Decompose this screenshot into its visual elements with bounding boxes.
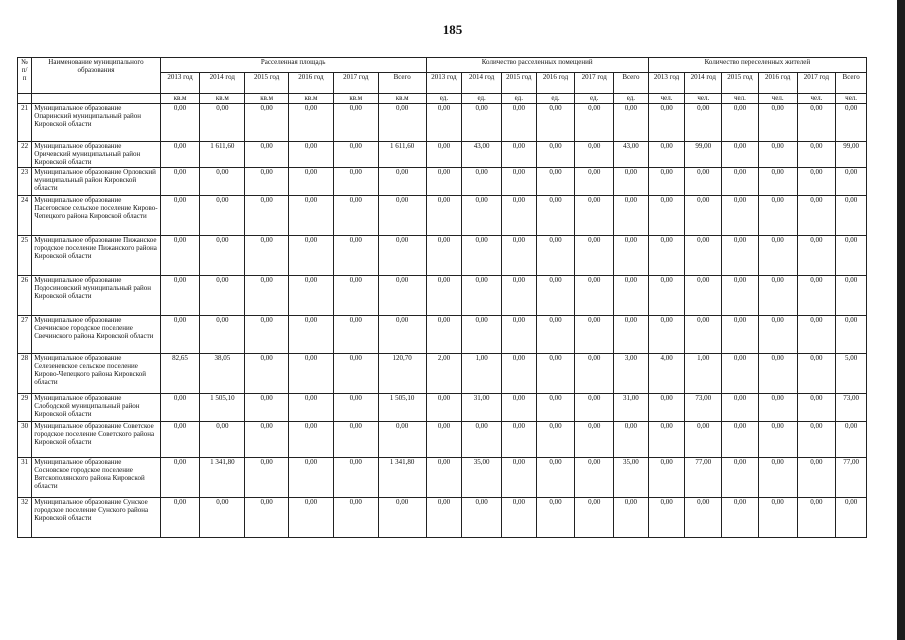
people-value: 0,00 — [685, 316, 722, 354]
people-value: 0,00 — [648, 236, 685, 276]
header-unit: чел. — [685, 94, 722, 104]
area-value: 0,00 — [245, 422, 289, 458]
area-value: 0,00 — [333, 142, 378, 168]
area-value: 82,65 — [160, 354, 200, 394]
area-value: 0,00 — [245, 316, 289, 354]
units-value: 0,00 — [462, 422, 502, 458]
area-value: 0,00 — [245, 498, 289, 538]
header-year: 2017 год — [797, 73, 836, 94]
area-value: 0,00 — [160, 498, 200, 538]
people-value: 0,00 — [648, 394, 685, 422]
area-value: 1 611,60 — [200, 142, 245, 168]
units-value: 0,00 — [614, 236, 649, 276]
people-value: 0,00 — [797, 458, 836, 498]
municipality-name: Муниципальное образование Сосновское городское поселение Вятскополянского района Кировской области — [32, 458, 160, 498]
people-value: 0,00 — [836, 196, 867, 236]
header-unit: ед. — [462, 94, 502, 104]
area-value: 0,00 — [245, 236, 289, 276]
people-value: 0,00 — [797, 498, 836, 538]
row-number: 29 — [18, 394, 32, 422]
area-value: 0,00 — [245, 394, 289, 422]
header-year: 2014 год — [200, 73, 245, 94]
area-value: 0,00 — [160, 104, 200, 142]
area-value: 0,00 — [200, 498, 245, 538]
units-value: 0,00 — [502, 168, 537, 196]
area-value: 0,00 — [245, 104, 289, 142]
units-value: 0,00 — [462, 196, 502, 236]
header-unit: ед. — [502, 94, 537, 104]
header-year: 2013 год — [426, 73, 462, 94]
area-value: 0,00 — [378, 498, 426, 538]
units-value: 0,00 — [502, 236, 537, 276]
header-unit: кв.м — [160, 94, 200, 104]
people-value: 0,00 — [648, 498, 685, 538]
units-value: 0,00 — [575, 142, 614, 168]
municipality-name: Муниципальное образование Сунское городское поселение Сунского района Кировской области — [32, 498, 160, 538]
row-number: 30 — [18, 422, 32, 458]
area-value: 0,00 — [160, 316, 200, 354]
people-value: 0,00 — [758, 458, 797, 498]
area-value: 0,00 — [245, 354, 289, 394]
people-value: 73,00 — [685, 394, 722, 422]
units-value: 0,00 — [502, 196, 537, 236]
people-value: 0,00 — [797, 394, 836, 422]
units-value: 0,00 — [426, 316, 462, 354]
header-unit: ед. — [575, 94, 614, 104]
area-value: 0,00 — [333, 422, 378, 458]
units-value: 0,00 — [502, 394, 537, 422]
area-value: 1 505,10 — [200, 394, 245, 422]
area-value: 0,00 — [289, 142, 334, 168]
header-num: № п/п — [18, 58, 32, 94]
area-value: 0,00 — [200, 422, 245, 458]
units-value: 0,00 — [426, 498, 462, 538]
people-value: 0,00 — [836, 104, 867, 142]
header-name: Наименование муниципального образования — [32, 58, 160, 94]
header-group-people: Количество переселенных жителей — [648, 58, 866, 73]
area-value: 0,00 — [160, 168, 200, 196]
area-value: 0,00 — [289, 394, 334, 422]
header-year: Всего — [378, 73, 426, 94]
people-value: 0,00 — [648, 422, 685, 458]
area-value: 1 611,60 — [378, 142, 426, 168]
units-value: 0,00 — [536, 276, 575, 316]
area-value: 0,00 — [333, 394, 378, 422]
header-unit: кв.м — [245, 94, 289, 104]
people-value: 0,00 — [648, 104, 685, 142]
units-value: 0,00 — [426, 422, 462, 458]
header-unit: чел. — [722, 94, 759, 104]
units-value: 0,00 — [426, 142, 462, 168]
units-value: 0,00 — [614, 316, 649, 354]
people-value: 0,00 — [648, 196, 685, 236]
header-unit: чел. — [797, 94, 836, 104]
people-value: 0,00 — [685, 236, 722, 276]
area-value: 0,00 — [160, 142, 200, 168]
header-unit: ед. — [426, 94, 462, 104]
people-value: 0,00 — [797, 196, 836, 236]
units-value: 0,00 — [462, 168, 502, 196]
people-value: 0,00 — [797, 142, 836, 168]
area-value: 0,00 — [333, 354, 378, 394]
area-value: 0,00 — [160, 236, 200, 276]
people-value: 0,00 — [648, 458, 685, 498]
area-value: 0,00 — [245, 276, 289, 316]
units-value: 0,00 — [462, 498, 502, 538]
units-value: 0,00 — [575, 276, 614, 316]
municipality-name: Муниципальное образование Пасеговское сельское поселение Кирово-Чепецкого района Кировской области — [32, 196, 160, 236]
municipality-name: Муниципальное образование Селезеневское сельское поселение Кирово-Чепецкого района Кировской области — [32, 354, 160, 394]
table-row — [18, 276, 867, 316]
header-unit: кв.м — [378, 94, 426, 104]
header-unit-blank — [18, 94, 32, 104]
people-value: 0,00 — [722, 104, 759, 142]
people-value: 0,00 — [648, 316, 685, 354]
header-group-units: Количество расселенных помещений — [426, 58, 648, 73]
people-value: 0,00 — [758, 142, 797, 168]
area-value: 0,00 — [289, 276, 334, 316]
units-value: 0,00 — [502, 104, 537, 142]
units-value: 0,00 — [536, 142, 575, 168]
units-value: 0,00 — [462, 316, 502, 354]
area-value: 0,00 — [289, 316, 334, 354]
units-value: 0,00 — [575, 422, 614, 458]
header-year: 2016 год — [758, 73, 797, 94]
units-value: 0,00 — [426, 236, 462, 276]
area-value: 0,00 — [333, 276, 378, 316]
people-value: 0,00 — [722, 498, 759, 538]
units-value: 0,00 — [614, 104, 649, 142]
people-value: 0,00 — [797, 236, 836, 276]
header-year: 2015 год — [722, 73, 759, 94]
header-year: 2017 год — [333, 73, 378, 94]
units-value: 0,00 — [614, 498, 649, 538]
table-row — [18, 498, 867, 538]
area-value: 0,00 — [378, 316, 426, 354]
people-value: 99,00 — [685, 142, 722, 168]
row-number: 25 — [18, 236, 32, 276]
area-value: 0,00 — [200, 236, 245, 276]
area-value: 0,00 — [378, 276, 426, 316]
units-value: 0,00 — [502, 422, 537, 458]
people-value: 0,00 — [685, 276, 722, 316]
people-value: 0,00 — [722, 394, 759, 422]
units-value: 0,00 — [502, 276, 537, 316]
units-value: 43,00 — [462, 142, 502, 168]
people-value: 0,00 — [758, 354, 797, 394]
units-value: 0,00 — [426, 394, 462, 422]
header-unit-blank — [32, 94, 160, 104]
header-year: 2013 год — [648, 73, 685, 94]
people-value: 0,00 — [797, 168, 836, 196]
units-value: 35,00 — [462, 458, 502, 498]
people-value: 0,00 — [722, 276, 759, 316]
header-year: 2014 год — [462, 73, 502, 94]
people-value: 0,00 — [648, 142, 685, 168]
units-value: 3,00 — [614, 354, 649, 394]
area-value: 0,00 — [378, 236, 426, 276]
area-value: 0,00 — [200, 276, 245, 316]
header-year: 2016 год — [536, 73, 575, 94]
people-value: 0,00 — [648, 168, 685, 196]
units-value: 0,00 — [426, 276, 462, 316]
row-number: 23 — [18, 168, 32, 196]
area-value: 0,00 — [200, 168, 245, 196]
area-value: 0,00 — [200, 316, 245, 354]
area-value: 0,00 — [160, 196, 200, 236]
people-value: 0,00 — [685, 168, 722, 196]
area-value: 0,00 — [333, 104, 378, 142]
header-year: 2015 год — [502, 73, 537, 94]
header-unit: чел. — [758, 94, 797, 104]
area-value: 0,00 — [289, 196, 334, 236]
units-value: 0,00 — [502, 458, 537, 498]
people-value: 0,00 — [685, 104, 722, 142]
table-row — [18, 142, 867, 168]
area-value: 0,00 — [333, 316, 378, 354]
header-unit: чел. — [648, 94, 685, 104]
people-value: 0,00 — [797, 422, 836, 458]
table-row — [18, 196, 867, 236]
area-value: 0,00 — [289, 104, 334, 142]
table-row — [18, 354, 867, 394]
area-value: 0,00 — [200, 104, 245, 142]
people-value: 0,00 — [836, 276, 867, 316]
municipality-name: Муниципальное образование Слободской муниципальный район Кировской области — [32, 394, 160, 422]
table-row — [18, 422, 867, 458]
people-value: 0,00 — [722, 142, 759, 168]
people-value: 0,00 — [758, 422, 797, 458]
people-value: 0,00 — [836, 498, 867, 538]
table-row — [18, 236, 867, 276]
units-value: 0,00 — [575, 104, 614, 142]
area-value: 0,00 — [245, 142, 289, 168]
people-value: 0,00 — [722, 354, 759, 394]
header-year: 2016 год — [289, 73, 334, 94]
table-row — [18, 104, 867, 142]
header-unit: ед. — [536, 94, 575, 104]
people-value: 0,00 — [685, 498, 722, 538]
area-value: 0,00 — [289, 422, 334, 458]
people-value: 0,00 — [648, 276, 685, 316]
units-value: 0,00 — [426, 458, 462, 498]
area-value: 0,00 — [289, 498, 334, 538]
area-value: 0,00 — [289, 236, 334, 276]
people-value: 5,00 — [836, 354, 867, 394]
units-value: 0,00 — [426, 104, 462, 142]
people-value: 0,00 — [685, 422, 722, 458]
units-value: 0,00 — [536, 236, 575, 276]
units-value: 0,00 — [462, 276, 502, 316]
units-value: 0,00 — [502, 142, 537, 168]
header-group-area: Расселенная площадь — [160, 58, 426, 73]
units-value: 0,00 — [575, 168, 614, 196]
row-number: 28 — [18, 354, 32, 394]
row-number: 22 — [18, 142, 32, 168]
area-value: 0,00 — [378, 168, 426, 196]
area-value: 0,00 — [378, 422, 426, 458]
units-value: 0,00 — [536, 196, 575, 236]
people-value: 0,00 — [797, 354, 836, 394]
area-value: 0,00 — [160, 422, 200, 458]
area-value: 0,00 — [289, 458, 334, 498]
people-value: 0,00 — [722, 196, 759, 236]
area-value: 120,70 — [378, 354, 426, 394]
people-value: 0,00 — [836, 422, 867, 458]
area-value: 1 341,80 — [378, 458, 426, 498]
page-number: 185 — [442, 22, 463, 37]
area-value: 1 341,80 — [200, 458, 245, 498]
row-number: 24 — [18, 196, 32, 236]
municipality-name: Муниципальное образование Пижанское городское поселение Пижанского района Кировской области — [32, 236, 160, 276]
table-row — [18, 316, 867, 354]
units-value: 0,00 — [462, 236, 502, 276]
people-value: 0,00 — [797, 276, 836, 316]
units-value: 0,00 — [614, 276, 649, 316]
units-value: 0,00 — [536, 316, 575, 354]
area-value: 0,00 — [160, 276, 200, 316]
municipality-name: Муниципальное образование Советское городское поселение Советского района Кировской области — [32, 422, 160, 458]
units-value: 0,00 — [502, 354, 537, 394]
area-value: 0,00 — [245, 196, 289, 236]
units-value: 0,00 — [536, 104, 575, 142]
area-value: 0,00 — [333, 236, 378, 276]
header-unit: кв.м — [289, 94, 334, 104]
people-value: 0,00 — [758, 394, 797, 422]
units-value: 0,00 — [502, 498, 537, 538]
people-value: 0,00 — [758, 196, 797, 236]
units-value: 0,00 — [614, 196, 649, 236]
municipality-name: Муниципальное образование Подосиновский муниципальный район Кировской области — [32, 276, 160, 316]
header-year: Всего — [614, 73, 649, 94]
area-value: 0,00 — [289, 354, 334, 394]
people-value: 0,00 — [758, 276, 797, 316]
people-value: 0,00 — [722, 422, 759, 458]
people-value: 0,00 — [758, 498, 797, 538]
units-value: 0,00 — [426, 196, 462, 236]
area-value: 0,00 — [160, 394, 200, 422]
area-value: 0,00 — [333, 196, 378, 236]
table-row — [18, 168, 867, 196]
row-number: 26 — [18, 276, 32, 316]
people-value: 0,00 — [722, 458, 759, 498]
units-value: 31,00 — [462, 394, 502, 422]
units-value: 0,00 — [536, 458, 575, 498]
people-value: 4,00 — [648, 354, 685, 394]
area-value: 0,00 — [289, 168, 334, 196]
people-value: 0,00 — [758, 316, 797, 354]
header-unit: кв.м — [333, 94, 378, 104]
row-number: 21 — [18, 104, 32, 142]
units-value: 0,00 — [614, 422, 649, 458]
people-value: 99,00 — [836, 142, 867, 168]
area-value: 0,00 — [245, 168, 289, 196]
table-row — [18, 458, 867, 498]
header-year: 2013 год — [160, 73, 200, 94]
units-value: 0,00 — [462, 104, 502, 142]
municipality-name: Муниципальное образование Свечинское городское поселение Свечинского района Кировской области — [32, 316, 160, 354]
people-value: 0,00 — [797, 316, 836, 354]
units-value: 0,00 — [536, 354, 575, 394]
units-value: 0,00 — [575, 196, 614, 236]
units-value: 31,00 — [614, 394, 649, 422]
people-value: 0,00 — [836, 168, 867, 196]
units-value: 35,00 — [614, 458, 649, 498]
units-value: 0,00 — [575, 236, 614, 276]
units-value: 43,00 — [614, 142, 649, 168]
area-value: 0,00 — [378, 196, 426, 236]
people-value: 0,00 — [836, 236, 867, 276]
area-value: 38,05 — [200, 354, 245, 394]
area-value: 0,00 — [333, 168, 378, 196]
people-value: 0,00 — [722, 236, 759, 276]
units-value: 0,00 — [536, 498, 575, 538]
resettlement-table — [17, 57, 867, 538]
row-number: 31 — [18, 458, 32, 498]
municipality-name: Муниципальное образование Оричевский муниципальный район Кировской области — [32, 142, 160, 168]
header-year: 2017 год — [575, 73, 614, 94]
people-value: 0,00 — [797, 104, 836, 142]
people-value: 0,00 — [758, 168, 797, 196]
units-value: 0,00 — [575, 394, 614, 422]
units-value: 0,00 — [536, 168, 575, 196]
people-value: 0,00 — [722, 168, 759, 196]
units-value: 0,00 — [575, 316, 614, 354]
people-value: 77,00 — [836, 458, 867, 498]
people-value: 0,00 — [722, 316, 759, 354]
table-row — [18, 394, 867, 422]
area-value: 0,00 — [200, 196, 245, 236]
header-unit: ед. — [614, 94, 649, 104]
units-value: 2,00 — [426, 354, 462, 394]
units-value: 1,00 — [462, 354, 502, 394]
area-value: 0,00 — [333, 458, 378, 498]
area-value: 0,00 — [160, 458, 200, 498]
people-value: 0,00 — [758, 104, 797, 142]
row-number: 32 — [18, 498, 32, 538]
units-value: 0,00 — [536, 422, 575, 458]
units-value: 0,00 — [426, 168, 462, 196]
units-value: 0,00 — [575, 354, 614, 394]
people-value: 1,00 — [685, 354, 722, 394]
area-value: 0,00 — [245, 458, 289, 498]
scan-edge-strip — [897, 0, 905, 640]
area-value: 1 505,10 — [378, 394, 426, 422]
people-value: 0,00 — [758, 236, 797, 276]
units-value: 0,00 — [575, 458, 614, 498]
municipality-name: Муниципальное образование Орловский муниципальный район Кировской области — [32, 168, 160, 196]
area-value: 0,00 — [378, 104, 426, 142]
people-value: 0,00 — [836, 316, 867, 354]
header-year: 2015 год — [245, 73, 289, 94]
units-value: 0,00 — [502, 316, 537, 354]
row-number: 27 — [18, 316, 32, 354]
units-value: 0,00 — [536, 394, 575, 422]
units-value: 0,00 — [614, 168, 649, 196]
people-value: 0,00 — [685, 196, 722, 236]
people-value: 77,00 — [685, 458, 722, 498]
people-value: 73,00 — [836, 394, 867, 422]
header-unit: чел. — [836, 94, 867, 104]
municipality-name: Муниципальное образование Опаринский муниципальный район Кировской области — [32, 104, 160, 142]
header-year: Всего — [836, 73, 867, 94]
header-year: 2014 год — [685, 73, 722, 94]
units-value: 0,00 — [575, 498, 614, 538]
area-value: 0,00 — [333, 498, 378, 538]
header-unit: кв.м — [200, 94, 245, 104]
